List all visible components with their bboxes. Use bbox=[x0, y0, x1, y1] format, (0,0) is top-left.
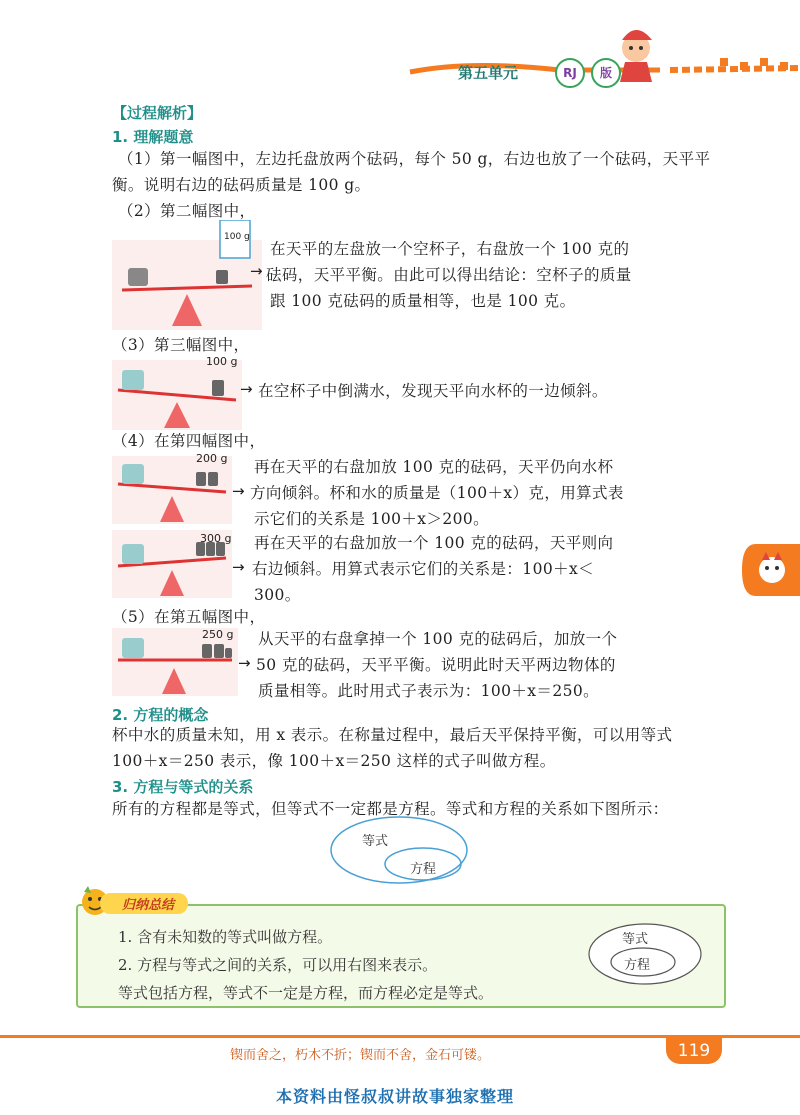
summary-line-1: 1. 含有未知数的等式叫做方程。 bbox=[118, 928, 333, 946]
fig4b-line-1: 再在天平的右盘加放一个 100 克的砝码，天平则向 bbox=[254, 534, 614, 552]
fig3-weight-label: 100 g bbox=[206, 355, 238, 368]
section2-line-2: 100＋x＝250 表示，像 100＋x＝250 这样的式子叫做方程。 bbox=[112, 752, 556, 770]
badge-edition: 版 bbox=[591, 58, 621, 88]
fig3-line: 在空杯子中倒满水，发现天平向水杯的一边倾斜。 bbox=[258, 382, 608, 400]
header-bar bbox=[0, 0, 800, 100]
section1-title: 1. 理解题意 bbox=[112, 128, 194, 146]
fig2-line-1: 在天平的左盘放一个空杯子，右盘放一个 100 克的 bbox=[270, 240, 630, 258]
fig5-line-3: 质量相等。此时用式子表示为：100＋x＝250。 bbox=[258, 682, 600, 700]
fig4a-arrow: → bbox=[232, 482, 245, 500]
fig5-weight-label: 250 g bbox=[202, 628, 234, 641]
fig4b-line-2: 右边倾斜。用算式表示它们的关系是：100＋x＜ bbox=[252, 560, 595, 578]
side-tab-mascot bbox=[742, 544, 800, 596]
section1-p1b: 衡。说明右边的砝码质量是 100 g。 bbox=[112, 176, 371, 194]
summary-line-2: 2. 方程与等式之间的关系，可以用右图来表示。 bbox=[118, 956, 438, 974]
footer-motto: 锲而舍之，朽木不折；锲而不舍，金石可镂。 bbox=[230, 1048, 491, 1063]
section3-line: 所有的方程都是等式，但等式不一定都是方程。等式和方程的关系如下图所示： bbox=[112, 800, 669, 818]
summary-tag: 归纳总结 bbox=[100, 893, 188, 914]
venn-inner-label: 方程 bbox=[410, 862, 437, 877]
fig4a-line-3: 示它们的关系是 100＋x＞200。 bbox=[254, 510, 490, 528]
section1-p4-head: （4）在第四幅图中， bbox=[112, 432, 266, 450]
fig2-weight-label: 100 g bbox=[224, 232, 250, 242]
section1-p3-head: （3）第三幅图中， bbox=[112, 336, 250, 354]
fig4b-line-3: 300。 bbox=[254, 586, 301, 604]
section2-title: 2. 方程的概念 bbox=[112, 706, 209, 724]
unit-title: 第五单元 bbox=[458, 64, 519, 82]
section1-p1: （1）第一幅图中，左边托盘放两个砝码，每个 50 g，右边也放了一个砝码，天平平 bbox=[118, 150, 711, 168]
equation-venn-diagram bbox=[328, 814, 470, 886]
bottom-note: 本资料由怪叔叔讲故事独家整理 bbox=[276, 1087, 515, 1106]
balance-figure-3 bbox=[112, 360, 242, 430]
fig4a-weight-label: 200 g bbox=[196, 452, 228, 465]
header-decoration bbox=[0, 0, 800, 100]
analysis-title: 【过程解析】 bbox=[112, 104, 203, 122]
summary-venn-inner-label: 方程 bbox=[624, 958, 651, 973]
page-number: 119 bbox=[666, 1038, 722, 1064]
fig2-arrow: → bbox=[250, 262, 263, 280]
fig4b-weight-label: 300 g bbox=[200, 532, 232, 545]
section1-p2-head: （2）第二幅图中， bbox=[118, 202, 256, 220]
summary-line-3: 等式包括方程，等式不一定是方程，而方程必定是等式。 bbox=[118, 984, 494, 1002]
section2-line-1: 杯中水的质量未知，用 x 表示。在称量过程中，最后天平保持平衡，可以用等式 bbox=[112, 726, 673, 744]
fig3-arrow: → bbox=[240, 380, 253, 398]
section3-title: 3. 方程与等式的关系 bbox=[112, 778, 254, 796]
summary-venn-outer-label: 等式 bbox=[622, 932, 649, 947]
badge-rj: RJ bbox=[555, 58, 585, 88]
fig5-arrow: → bbox=[238, 654, 251, 672]
fig5-line-2: 50 克的砝码，天平平衡。说明此时天平两边物体的 bbox=[256, 656, 616, 674]
venn-outer-label: 等式 bbox=[362, 834, 389, 849]
fig4a-line-1: 再在天平的右盘加放 100 克的砝码，天平仍向水杯 bbox=[254, 458, 614, 476]
section1-p5-head: （5）在第五幅图中， bbox=[112, 608, 266, 626]
balance-figure-4a bbox=[112, 456, 232, 524]
fig4b-arrow: → bbox=[232, 558, 245, 576]
fig5-line-1: 从天平的右盘拿掉一个 100 克的砝码后，加放一个 bbox=[258, 630, 618, 648]
fig2-line-2: 砝码，天平平衡。由此可以得出结论：空杯子的质量 bbox=[266, 266, 632, 284]
fig2-line-3: 跟 100 克砝码的质量相等，也是 100 克。 bbox=[270, 292, 576, 310]
fig4a-line-2: 方向倾斜。杯和水的质量是（100＋x）克，用算式表 bbox=[250, 484, 624, 502]
